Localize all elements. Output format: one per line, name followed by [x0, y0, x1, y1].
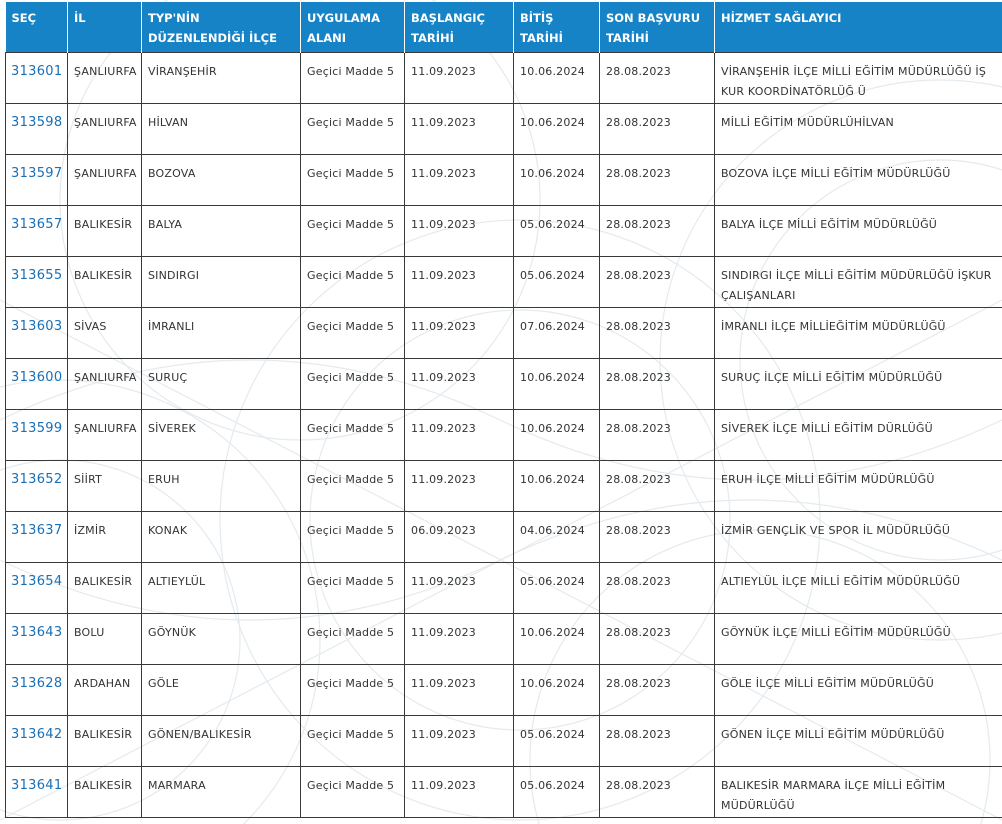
cell-il: BALIKESİR — [68, 563, 142, 614]
cell-bitis: 10.06.2024 — [514, 53, 600, 104]
cell-il: ŞANLIURFA — [68, 155, 142, 206]
table-row — [6, 767, 1002, 818]
table-row — [6, 461, 1002, 512]
cell-ilce: ERUH — [142, 461, 301, 512]
cell-ilce: SURUÇ — [142, 359, 301, 410]
cell-il: BALIKESİR — [68, 257, 142, 308]
cell-uygulama-alani: Geçici Madde 5 — [301, 461, 405, 512]
program-id-link[interactable]: 313600 — [11, 370, 63, 385]
cell-baslangic: 11.09.2023 — [405, 665, 514, 716]
cell-sec — [6, 257, 68, 308]
cell-uygulama-alani: Geçici Madde 5 — [301, 563, 405, 614]
cell-son-basvuru: 28.08.2023 — [600, 359, 715, 410]
cell-sec — [6, 716, 68, 767]
cell-ilce: MARMARA — [142, 767, 301, 818]
cell-il: BALIKESİR — [68, 206, 142, 257]
cell-ilce: ALTIEYLÜL — [142, 563, 301, 614]
cell-il: ŞANLIURFA — [68, 104, 142, 155]
cell-uygulama-alani: Geçici Madde 5 — [301, 206, 405, 257]
cell-uygulama-alani: Geçici Madde 5 — [301, 308, 405, 359]
program-id-link[interactable]: 313601 — [11, 64, 63, 79]
cell-hizmet-saglayici: SURUÇ İLÇE MİLLİ EĞİTİM MÜDÜRLÜĞÜ — [715, 359, 1002, 410]
cell-baslangic: 11.09.2023 — [405, 614, 514, 665]
cell-ilce: BOZOVA — [142, 155, 301, 206]
cell-baslangic: 11.09.2023 — [405, 308, 514, 359]
cell-son-basvuru: 28.08.2023 — [600, 257, 715, 308]
cell-sec — [6, 104, 68, 155]
cell-il: BALIKESİR — [68, 767, 142, 818]
cell-sec — [6, 410, 68, 461]
cell-uygulama-alani: Geçici Madde 5 — [301, 767, 405, 818]
cell-il: ŞANLIURFA — [68, 53, 142, 104]
program-id-link[interactable]: 313637 — [11, 523, 63, 538]
cell-hizmet-saglayici: ERUH İLÇE MİLLİ EĞİTİM MÜDÜRLÜĞÜ — [715, 461, 1002, 512]
cell-sec — [6, 461, 68, 512]
cell-sec — [6, 563, 68, 614]
cell-il: ARDAHAN — [68, 665, 142, 716]
header-sec: SEÇ — [6, 2, 68, 53]
header-hizmet-saglayici: HİZMET SAĞLAYICI — [715, 2, 1002, 53]
cell-son-basvuru: 28.08.2023 — [600, 716, 715, 767]
cell-uygulama-alani: Geçici Madde 5 — [301, 53, 405, 104]
program-id-link[interactable]: 313655 — [11, 268, 63, 283]
program-id-link[interactable]: 313642 — [11, 727, 63, 742]
table-row — [6, 257, 1002, 308]
cell-baslangic: 11.09.2023 — [405, 461, 514, 512]
cell-uygulama-alani: Geçici Madde 5 — [301, 104, 405, 155]
header-il: İL — [68, 2, 142, 53]
cell-bitis: 04.06.2024 — [514, 512, 600, 563]
cell-il: SİİRT — [68, 461, 142, 512]
cell-sec — [6, 206, 68, 257]
table-row — [6, 359, 1002, 410]
table-row — [6, 665, 1002, 716]
cell-il: BOLU — [68, 614, 142, 665]
cell-il: SİVAS — [68, 308, 142, 359]
header-ilce: TYP'NİN DÜZENLENDİĞİ İLÇE — [142, 2, 301, 53]
cell-bitis: 10.06.2024 — [514, 410, 600, 461]
cell-uygulama-alani: Geçici Madde 5 — [301, 716, 405, 767]
cell-ilce: SINDIRGI — [142, 257, 301, 308]
cell-ilce: GÖLE — [142, 665, 301, 716]
program-id-link[interactable]: 313598 — [11, 115, 63, 130]
cell-son-basvuru: 28.08.2023 — [600, 206, 715, 257]
cell-sec — [6, 767, 68, 818]
cell-baslangic: 11.09.2023 — [405, 104, 514, 155]
program-id-link[interactable]: 313654 — [11, 574, 63, 589]
cell-baslangic: 11.09.2023 — [405, 410, 514, 461]
cell-sec — [6, 53, 68, 104]
cell-sec — [6, 155, 68, 206]
cell-sec — [6, 614, 68, 665]
cell-bitis: 10.06.2024 — [514, 665, 600, 716]
cell-baslangic: 11.09.2023 — [405, 767, 514, 818]
cell-ilce: SİVEREK — [142, 410, 301, 461]
cell-hizmet-saglayici: SİVEREK İLÇE MİLLİ EĞİTİM DÜRLÜĞÜ — [715, 410, 1002, 461]
program-id-link[interactable]: 313597 — [11, 166, 63, 181]
table-row — [6, 410, 1002, 461]
cell-uygulama-alani: Geçici Madde 5 — [301, 155, 405, 206]
cell-baslangic: 11.09.2023 — [405, 716, 514, 767]
cell-ilce: HİLVAN — [142, 104, 301, 155]
header-bitis-tarihi: BİTİŞ TARİHİ — [514, 2, 600, 53]
cell-sec — [6, 665, 68, 716]
cell-bitis: 10.06.2024 — [514, 104, 600, 155]
cell-son-basvuru: 28.08.2023 — [600, 563, 715, 614]
cell-uygulama-alani: Geçici Madde 5 — [301, 410, 405, 461]
cell-bitis: 07.06.2024 — [514, 308, 600, 359]
cell-hizmet-saglayici: İZMİR GENÇLİK VE SPOR İL MÜDÜRLÜĞÜ — [715, 512, 1002, 563]
cell-ilce: GÖYNÜK — [142, 614, 301, 665]
cell-son-basvuru: 28.08.2023 — [600, 767, 715, 818]
cell-baslangic: 11.09.2023 — [405, 155, 514, 206]
header-uygulama-alani: UYGULAMA ALANI — [301, 2, 405, 53]
program-id-link[interactable]: 313628 — [11, 676, 63, 691]
cell-ilce: GÖNEN/BALIKESİR — [142, 716, 301, 767]
header-son-basvuru-tarihi: SON BAŞVURU TARİHİ — [600, 2, 715, 53]
cell-hizmet-saglayici: İMRANLI İLÇE MİLLİEĞİTİM MÜDÜRLÜĞÜ — [715, 308, 1002, 359]
program-id-link[interactable]: 313641 — [11, 778, 63, 793]
cell-sec — [6, 512, 68, 563]
cell-son-basvuru: 28.08.2023 — [600, 308, 715, 359]
cell-il: ŞANLIURFA — [68, 359, 142, 410]
cell-baslangic: 11.09.2023 — [405, 53, 514, 104]
cell-hizmet-saglayici: VİRANŞEHİR İLÇE MİLLİ EĞİTİM MÜDÜRLÜĞÜ İŞ KUR KOORDİNATÖRLÜĞ Ü — [715, 53, 1002, 104]
cell-bitis: 05.06.2024 — [514, 716, 600, 767]
cell-son-basvuru: 28.08.2023 — [600, 410, 715, 461]
cell-bitis: 05.06.2024 — [514, 563, 600, 614]
cell-ilce: İMRANLI — [142, 308, 301, 359]
cell-hizmet-saglayici: BOZOVA İLÇE MİLLİ EĞİTİM MÜDÜRLÜĞÜ — [715, 155, 1002, 206]
cell-uygulama-alani: Geçici Madde 5 — [301, 512, 405, 563]
cell-son-basvuru: 28.08.2023 — [600, 155, 715, 206]
cell-hizmet-saglayici: GÖNEN İLÇE MİLLİ EĞİTİM MÜDÜRLÜĞÜ — [715, 716, 1002, 767]
table-row — [6, 206, 1002, 257]
cell-son-basvuru: 28.08.2023 — [600, 53, 715, 104]
cell-son-basvuru: 28.08.2023 — [600, 104, 715, 155]
cell-bitis: 05.06.2024 — [514, 257, 600, 308]
cell-uygulama-alani: Geçici Madde 5 — [301, 257, 405, 308]
cell-baslangic: 11.09.2023 — [405, 257, 514, 308]
table-row — [6, 53, 1002, 104]
cell-ilce: BALYA — [142, 206, 301, 257]
cell-baslangic: 11.09.2023 — [405, 563, 514, 614]
training-programs-table — [5, 2, 1002, 818]
cell-hizmet-saglayici: BALYA İLÇE MİLLİ EĞİTİM MÜDÜRLÜĞÜ — [715, 206, 1002, 257]
header-baslangic-tarihi: BAŞLANGIÇ TARİHİ — [405, 2, 514, 53]
cell-uygulama-alani: Geçici Madde 5 — [301, 665, 405, 716]
table-row — [6, 716, 1002, 767]
program-id-link[interactable]: 313657 — [11, 217, 63, 232]
cell-uygulama-alani: Geçici Madde 5 — [301, 614, 405, 665]
cell-son-basvuru: 28.08.2023 — [600, 665, 715, 716]
cell-hizmet-saglayici: GÖYNÜK İLÇE MİLLİ EĞİTİM MÜDÜRLÜĞÜ — [715, 614, 1002, 665]
table-row — [6, 155, 1002, 206]
table-row — [6, 614, 1002, 665]
cell-il: İZMİR — [68, 512, 142, 563]
cell-il: BALIKESİR — [68, 716, 142, 767]
table-row — [6, 104, 1002, 155]
cell-son-basvuru: 28.08.2023 — [600, 512, 715, 563]
cell-bitis: 05.06.2024 — [514, 206, 600, 257]
program-id-link[interactable]: 313599 — [11, 421, 63, 436]
cell-hizmet-saglayici: GÖLE İLÇE MİLLİ EĞİTİM MÜDÜRLÜĞÜ — [715, 665, 1002, 716]
program-id-link[interactable]: 313603 — [11, 319, 63, 334]
cell-baslangic: 11.09.2023 — [405, 206, 514, 257]
cell-ilce: VİRANŞEHİR — [142, 53, 301, 104]
table-row — [6, 308, 1002, 359]
cell-il: ŞANLIURFA — [68, 410, 142, 461]
table-row — [6, 563, 1002, 614]
cell-ilce: KONAK — [142, 512, 301, 563]
cell-sec — [6, 308, 68, 359]
cell-sec — [6, 359, 68, 410]
cell-bitis: 10.06.2024 — [514, 461, 600, 512]
program-id-link[interactable]: 313643 — [11, 625, 63, 640]
cell-baslangic: 11.09.2023 — [405, 359, 514, 410]
cell-hizmet-saglayici: SINDIRGI İLÇE MİLLİ EĞİTİM MÜDÜRLÜĞÜ İŞKUR ÇALIŞANLARI — [715, 257, 1002, 308]
table-header-row — [6, 2, 1002, 53]
cell-bitis: 10.06.2024 — [514, 155, 600, 206]
table-row — [6, 512, 1002, 563]
cell-hizmet-saglayici: ALTIEYLÜL İLÇE MİLLİ EĞİTİM MÜDÜRLÜĞÜ — [715, 563, 1002, 614]
cell-son-basvuru: 28.08.2023 — [600, 461, 715, 512]
cell-son-basvuru: 28.08.2023 — [600, 614, 715, 665]
cell-uygulama-alani: Geçici Madde 5 — [301, 359, 405, 410]
cell-baslangic: 06.09.2023 — [405, 512, 514, 563]
cell-bitis: 05.06.2024 — [514, 767, 600, 818]
cell-hizmet-saglayici: BALIKESİR MARMARA İLÇE MİLLİ EĞİTİM MÜDÜRLÜĞÜ — [715, 767, 1002, 818]
cell-bitis: 10.06.2024 — [514, 614, 600, 665]
cell-bitis: 10.06.2024 — [514, 359, 600, 410]
program-id-link[interactable]: 313652 — [11, 472, 63, 487]
cell-hizmet-saglayici: MİLLİ EĞİTİM MÜDÜRLÜHİLVAN — [715, 104, 1002, 155]
